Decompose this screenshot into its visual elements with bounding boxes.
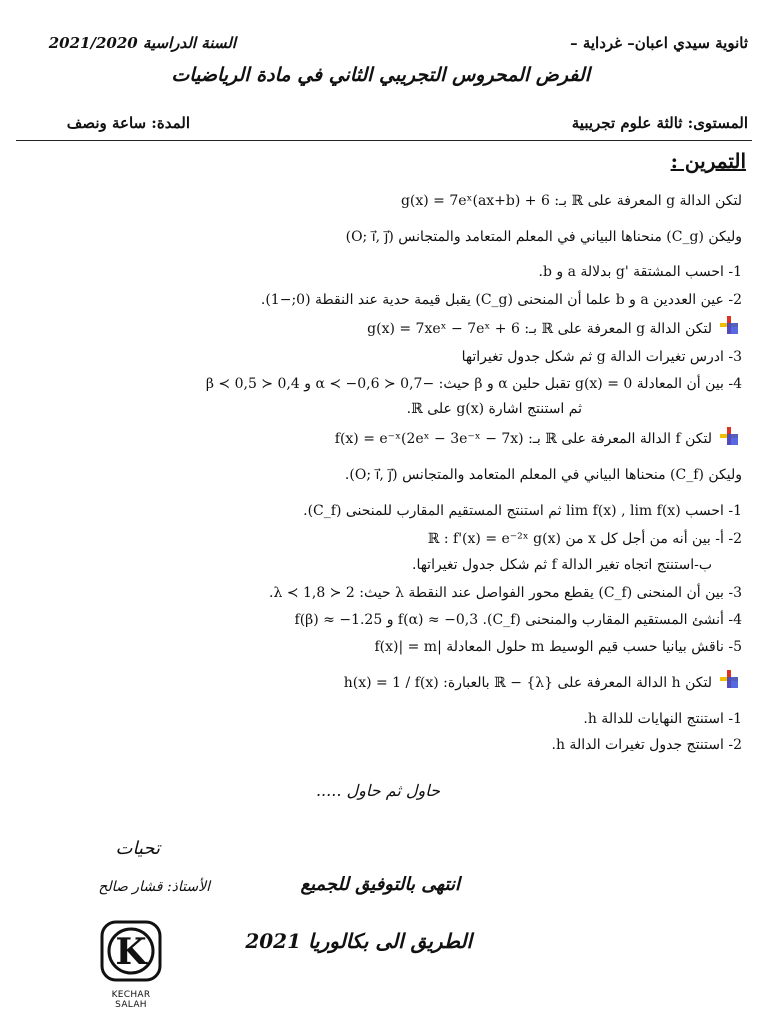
p2-q2b: ب-استنتج اتجاه تغير الدالة f ثم شكل جدول تغيراتها.	[412, 557, 712, 573]
greetings: تحيات	[115, 838, 160, 859]
p2-q1: 1- احسب lim f(x) , lim f(x) ثم استنتج المستقيم المقارب للمنحنى (C_f).	[303, 503, 742, 519]
page-title: الفرض المحروس التجريبي الثاني في مادة الرياضيات	[171, 64, 590, 86]
p2-q4: 4- أنشئ المستقيم المقارب والمنحنى (C_f). f(α) ≈ −0,3 و f(β) ≈ −1.25	[294, 612, 742, 628]
p2-curve: وليكن (C_f) منحناها البياني في المعلم المتعامد والمتجانس (O; i⃗, j⃗).	[344, 467, 742, 483]
school-year: السنة الدراسية 2021/2020	[48, 34, 236, 52]
p2-q2a: 2- أ- بين أنه من أجل كل x من ℝ : f'(x) = e⁻²ˣ g(x)	[427, 531, 742, 547]
p1-q1: 1- احسب المشتقة 'g بدلالة a و b.	[538, 264, 742, 280]
p1-def: لتكن الدالة g المعرفة على ℝ بـ: g(x) = 7xeˣ − 7eˣ + 6	[367, 321, 712, 337]
level-label: المستوى: ثالثة علوم تجريبية	[571, 114, 748, 132]
exercise-title: التمرين :	[670, 149, 746, 173]
teacher-name: الأستاذ: قشار صالح	[98, 879, 210, 895]
try-again-note: حاول ثم حاول .....	[315, 781, 440, 800]
logo-letter: K	[115, 931, 147, 973]
logo-emblem	[96, 916, 166, 986]
school-name: ثانوية سيدي اعبان– غرداية –	[570, 34, 748, 52]
p2-q3: 3- بين أن المنحنى (C_f) يقطع محور الفواصل عند النقطة λ حيث: 2 ≺ λ ≺ 1,8.	[269, 585, 742, 601]
section-marker-icon	[720, 316, 738, 334]
logo-caption: KECHAR SALAH	[111, 990, 151, 1010]
p1-intro: لتكن الدالة g المعرفة على ℝ بـ: g(x) = 7eˣ(ax+b) + 6	[400, 193, 742, 209]
good-luck-note: انتهى بالتوفيق للجميع	[300, 874, 460, 895]
section-marker-icon	[720, 427, 738, 445]
p1-q3: 3- ادرس تغيرات الدالة g ثم شكل جدول تغيراتها	[461, 349, 742, 365]
p1-q4: 4- بين أن المعادلة g(x) = 0 تقبل حلين α و β حيث: −0,7 ≺ α ≺ −0,6 و 0,4 ≺ β ≺ 0,5	[205, 376, 742, 392]
p1-curve: وليكن (C_g) منحناها البياني في المعلم المتعامد والمتجانس (O; i⃗, j⃗)	[345, 229, 742, 245]
p2-q5: 5- ناقش بيانيا حسب قيم الوسيط m حلول المعادلة |f(x)| = m	[374, 639, 742, 655]
kechar-logo	[96, 916, 166, 1010]
p2-def: لتكن f الدالة المعرفة على ℝ بـ: f(x) = e⁻ˣ(2eˣ − 3e⁻ˣ − 7x)	[334, 431, 712, 447]
header-divider	[16, 140, 752, 141]
section-marker-icon	[720, 670, 738, 688]
p3-def: لتكن h الدالة المعرفة على ℝ − {λ} بالعبارة: h(x) = 1 / f(x)	[343, 675, 712, 691]
p1-q4b: ثم استنتج اشارة g(x) على ℝ.	[406, 401, 582, 417]
duration-label: المدة: ساعة ونصف	[66, 114, 190, 132]
p1-q2: 2- عين العددين a و b علما أن المنحنى (C_g) يقبل قيمة حدية عند النقطة (0;−1).	[260, 292, 742, 308]
p3-q1: 1- استنتج النهايات للدالة h.	[583, 711, 742, 727]
bac-note: الطريق الى بكالوريا 2021	[245, 929, 472, 953]
p3-q2: 2- استنتج جدول تغيرات الدالة h.	[551, 737, 742, 753]
